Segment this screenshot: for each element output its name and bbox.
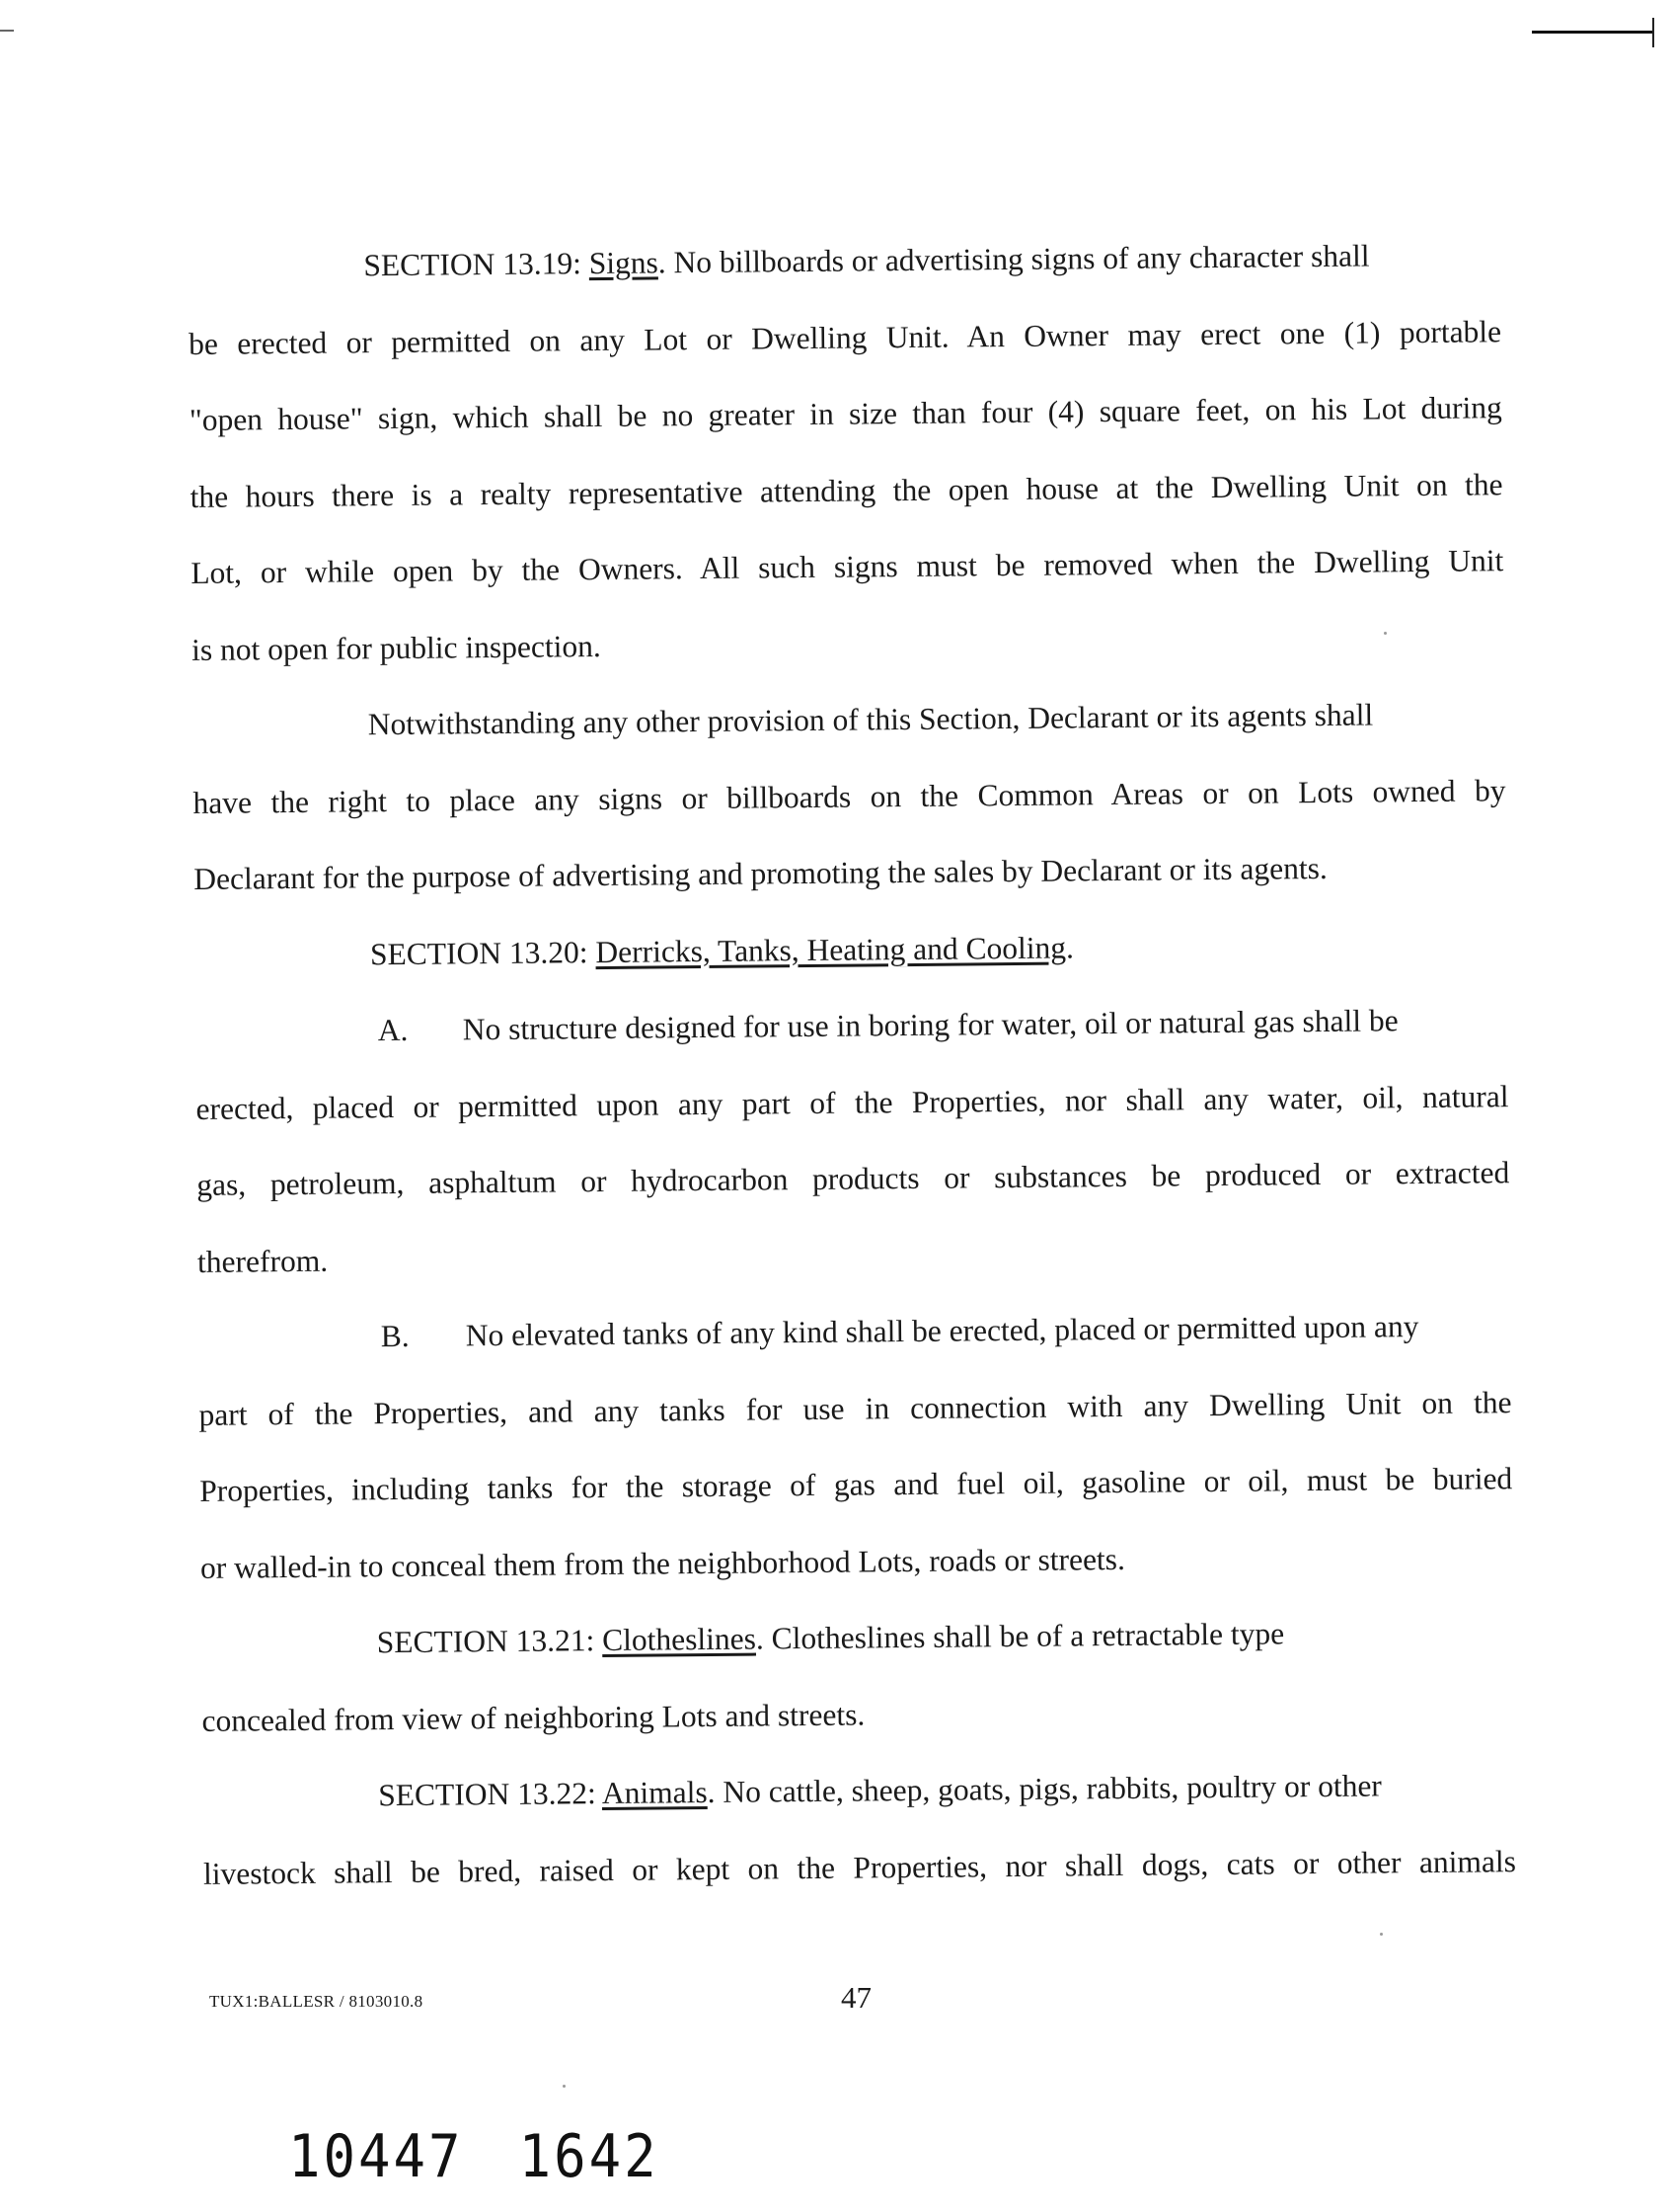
text-line: Notwithstanding any other provision of this Section, Declarant or its agents shall <box>367 697 1374 742</box>
section-13-20-heading-line: SECTION 13.20: Derricks, Tanks, Heating and Cooling. <box>369 929 1075 971</box>
scan-edge-mark <box>0 30 14 32</box>
text-line: or walled-in to conceal them from the neighborhood Lots, roads or streets. <box>199 1541 1126 1585</box>
text-line: livestock shall be bred, raised or kept on the Properties, nor shall dogs, cats or other animals <box>202 1843 1517 1891</box>
recording-stamp <box>288 2122 659 2190</box>
page-number: 47 <box>841 1980 872 2015</box>
text-line: part of the Properties, and any tanks for use in connection with any Dwelling Unit on the <box>198 1384 1512 1432</box>
text-line: the hours there is a realty representative attending the open house at the Dwelling Unit on the <box>190 466 1503 514</box>
text-line: concealed from view of neighboring Lots and streets. <box>201 1696 866 1738</box>
document-id-footer: TUX1:BALLESR / 8103010.8 <box>209 1992 423 2011</box>
scan-speck <box>563 2085 566 2088</box>
stamp-book-number: 10447 <box>288 2122 464 2191</box>
stamp-page-number: 1642 <box>518 2122 659 2191</box>
item-a-letter: A. <box>377 1012 409 1048</box>
corner-registration-mark <box>1532 18 1660 47</box>
text-line: gas, petroleum, asphaltum or hydrocarbon products or substances be produced or extracted <box>196 1155 1510 1202</box>
text-line: be erected or permitted on any Lot or Dwelling Unit. An Owner may erect one (1) portable <box>188 313 1502 361</box>
text-line: have the right to place any signs or billboards on the Common Areas or on Lots owned by <box>192 772 1506 820</box>
scan-speck <box>1384 632 1387 635</box>
text-line: Lot, or while open by the Owners. All such signs must be removed when the Dwelling Unit <box>190 543 1504 590</box>
document-body <box>188 216 1516 1912</box>
item-b-first-line: B. No elevated tanks of any kind shall be erected, placed or permitted upon any <box>197 1287 1511 1376</box>
text-line: "open house" sign, which shall be no greater in size than four (4) square feet, on his Lot during <box>189 390 1502 437</box>
text-line: therefrom. <box>196 1243 329 1279</box>
section-13-22-heading-line: SECTION 13.22: Animals. No cattle, sheep, goats, pigs, rabbits, poultry or other <box>378 1768 1382 1813</box>
scan-speck <box>1380 1933 1383 1936</box>
text-line: Properties, including tanks for the storage of gas and fuel oil, gasoline or oil, must be buried <box>199 1461 1513 1508</box>
text-line: is not open for public inspection. <box>190 628 601 667</box>
section-13-19-title: Signs <box>588 245 658 281</box>
section-13-21-heading-line: SECTION 13.21: Clotheslines. Clotheslines shall be of a retractable type <box>376 1616 1285 1660</box>
section-13-22-title: Animals <box>601 1775 708 1811</box>
section-13-21-title: Clotheslines <box>601 1621 757 1658</box>
text-line: Declarant for the purpose of advertising and promoting the sales by Declarant or its agents. <box>193 850 1328 896</box>
section-13-19-heading-line: SECTION 13.19: Signs. No billboards or advertising signs of any character shall <box>363 238 1370 283</box>
section-13-20-title: Derricks, Tanks, Heating and Cooling <box>595 929 1067 969</box>
text-line: erected, placed or permitted upon any part of the Properties, nor shall any water, oil, natural <box>195 1078 1509 1126</box>
item-a-first-line: A. No structure designed for use in boring for water, oil or natural gas shall be <box>194 981 1508 1070</box>
item-b-letter: B. <box>380 1318 410 1354</box>
